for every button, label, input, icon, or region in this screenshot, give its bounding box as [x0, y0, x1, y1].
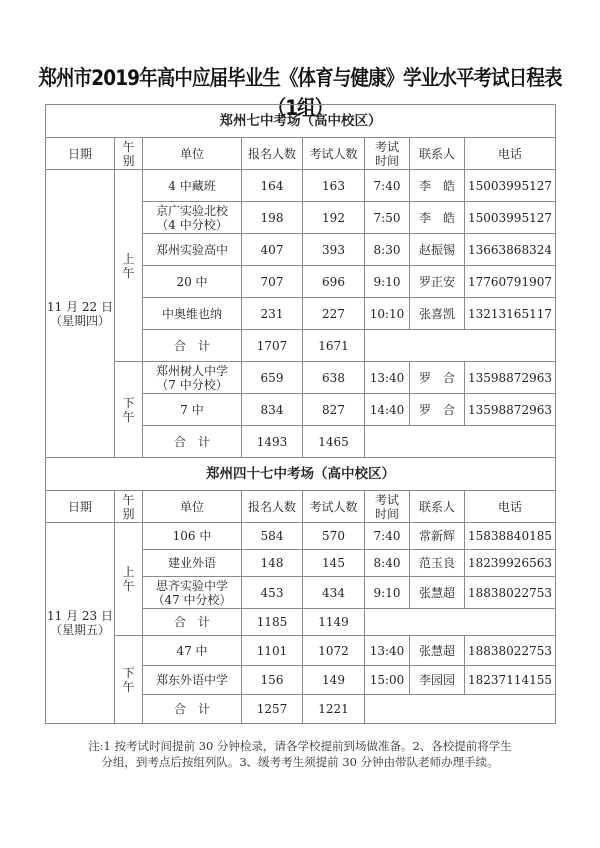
contact-cell: 赵振锡 [410, 234, 465, 266]
contact-cell: 张慧超 [410, 577, 465, 609]
total-label: 合 计 [143, 330, 242, 362]
total-registered: 1185 [242, 609, 303, 636]
period-cell-afternoon: 下 午 [115, 636, 143, 724]
venue-header-row [46, 458, 556, 491]
venue-title: 郑州七中考场（高中校区） [46, 105, 556, 138]
contact-cell: 罗 合 [410, 394, 465, 426]
phone-cell: 18838022753 [465, 577, 556, 609]
unit-cell: 思齐实验中学 （47 中分校） [143, 577, 242, 609]
unit-cell: 20 中 [143, 266, 242, 298]
unit-cell: 7 中 [143, 394, 242, 426]
examinees-cell: 827 [303, 394, 365, 426]
time-cell: 9:10 [365, 577, 410, 609]
header-phone: 电话 [465, 138, 556, 170]
header-phone: 电话 [465, 491, 556, 523]
phone-cell: 13598872963 [465, 362, 556, 394]
registered-cell: 1101 [242, 636, 303, 666]
time-cell: 8:40 [365, 550, 410, 577]
header-date: 日期 [46, 138, 115, 170]
table-row [46, 362, 556, 394]
schedule-table [45, 104, 556, 724]
contact-cell: 范玉良 [410, 550, 465, 577]
examinees-cell: 149 [303, 666, 365, 695]
examinees-cell: 192 [303, 202, 365, 234]
total-registered: 1707 [242, 330, 303, 362]
registered-cell: 707 [242, 266, 303, 298]
empty-cell [365, 695, 556, 724]
time-cell: 10:10 [365, 298, 410, 330]
time-cell: 14:40 [365, 394, 410, 426]
header-unit: 单位 [143, 138, 242, 170]
footnote-line-2: 分组，到考点后按组列队。3、缓考考生须提前 30 分钟由带队老师办理手续。 [101, 755, 499, 769]
total-examinees: 1465 [303, 426, 365, 458]
examinees-cell: 570 [303, 523, 365, 550]
time-cell: 7:50 [365, 202, 410, 234]
header-examinees: 考试人数 [303, 491, 365, 523]
unit-cell: 郑东外语中学 [143, 666, 242, 695]
header-examinees: 考试人数 [303, 138, 365, 170]
contact-cell: 张喜凯 [410, 298, 465, 330]
time-cell: 9:10 [365, 266, 410, 298]
contact-cell: 张慧超 [410, 636, 465, 666]
examinees-cell: 434 [303, 577, 365, 609]
total-label: 合 计 [143, 609, 242, 636]
examinees-cell: 638 [303, 362, 365, 394]
table-row [46, 636, 556, 666]
unit-cell: 47 中 [143, 636, 242, 666]
phone-cell: 18239926563 [465, 550, 556, 577]
venue-header-row [46, 105, 556, 138]
total-examinees: 1221 [303, 695, 365, 724]
header-contact: 联系人 [410, 491, 465, 523]
registered-cell: 198 [242, 202, 303, 234]
examinees-cell: 227 [303, 298, 365, 330]
examinees-cell: 393 [303, 234, 365, 266]
period-cell-morning: 上 午 [115, 523, 143, 636]
phone-cell: 15003995127 [465, 170, 556, 202]
total-label: 合 计 [143, 426, 242, 458]
unit-cell: 中奥维也纳 [143, 298, 242, 330]
date-cell: 11 月 23 日 （星期五） [46, 523, 115, 724]
footnote [40, 738, 560, 770]
contact-cell: 罗 合 [410, 362, 465, 394]
contact-cell: 李园园 [410, 666, 465, 695]
phone-cell: 13663868324 [465, 234, 556, 266]
period-cell-morning: 上 午 [115, 170, 143, 362]
phone-cell: 18838022753 [465, 636, 556, 666]
examinees-cell: 163 [303, 170, 365, 202]
empty-cell [365, 609, 556, 636]
header-registered: 报名人数 [242, 491, 303, 523]
examinees-cell: 1072 [303, 636, 365, 666]
total-label: 合 计 [143, 695, 242, 724]
venue-title: 郑州四十七中考场（高中校区） [46, 458, 556, 491]
header-registered: 报名人数 [242, 138, 303, 170]
time-cell: 7:40 [365, 523, 410, 550]
phone-cell: 17760791907 [465, 266, 556, 298]
unit-cell: 京广实验北校 （4 中分校） [143, 202, 242, 234]
header-contact: 联系人 [410, 138, 465, 170]
page-title: 郑州市2019年高中应届毕业生《体育与健康》学业水平考试日程表（1组） [38, 66, 562, 120]
unit-cell: 建业外语 [143, 550, 242, 577]
empty-cell [365, 330, 556, 362]
registered-cell: 148 [242, 550, 303, 577]
phone-cell: 13213165117 [465, 298, 556, 330]
unit-cell: 106 中 [143, 523, 242, 550]
time-cell: 8:30 [365, 234, 410, 266]
registered-cell: 659 [242, 362, 303, 394]
registered-cell: 407 [242, 234, 303, 266]
registered-cell: 231 [242, 298, 303, 330]
contact-cell: 罗正安 [410, 266, 465, 298]
phone-cell: 15003995127 [465, 202, 556, 234]
header-unit: 单位 [143, 491, 242, 523]
total-registered: 1493 [242, 426, 303, 458]
unit-cell: 4 中藏班 [143, 170, 242, 202]
time-cell: 13:40 [365, 362, 410, 394]
contact-cell: 李 皓 [410, 170, 465, 202]
header-period: 午 别 [115, 138, 143, 170]
time-cell: 7:40 [365, 170, 410, 202]
empty-cell [365, 426, 556, 458]
header-time: 考试 时间 [365, 491, 410, 523]
unit-cell: 郑州树人中学 （7 中分校） [143, 362, 242, 394]
phone-cell: 15838840185 [465, 523, 556, 550]
time-cell: 15:00 [365, 666, 410, 695]
registered-cell: 156 [242, 666, 303, 695]
examinees-cell: 145 [303, 550, 365, 577]
footnote-line-1: 注:1 按考试时间提前 30 分钟检录，请各学校提前到场做准备。2、各校提前将学生 [88, 739, 512, 753]
registered-cell: 453 [242, 577, 303, 609]
total-registered: 1257 [242, 695, 303, 724]
column-header-row [46, 491, 556, 523]
header-time: 考试 时间 [365, 138, 410, 170]
table-row [46, 523, 556, 550]
registered-cell: 584 [242, 523, 303, 550]
registered-cell: 164 [242, 170, 303, 202]
total-examinees: 1149 [303, 609, 365, 636]
contact-cell: 李 皓 [410, 202, 465, 234]
time-cell: 13:40 [365, 636, 410, 666]
contact-cell: 常新辉 [410, 523, 465, 550]
table-row [46, 170, 556, 202]
unit-cell: 郑州实验高中 [143, 234, 242, 266]
period-cell-afternoon: 下 午 [115, 362, 143, 458]
examinees-cell: 696 [303, 266, 365, 298]
phone-cell: 13598872963 [465, 394, 556, 426]
header-date: 日期 [46, 491, 115, 523]
registered-cell: 834 [242, 394, 303, 426]
header-period: 午 别 [115, 491, 143, 523]
date-cell: 11 月 22 日 （星期四） [46, 170, 115, 458]
column-header-row [46, 138, 556, 170]
total-examinees: 1671 [303, 330, 365, 362]
phone-cell: 18237114155 [465, 666, 556, 695]
